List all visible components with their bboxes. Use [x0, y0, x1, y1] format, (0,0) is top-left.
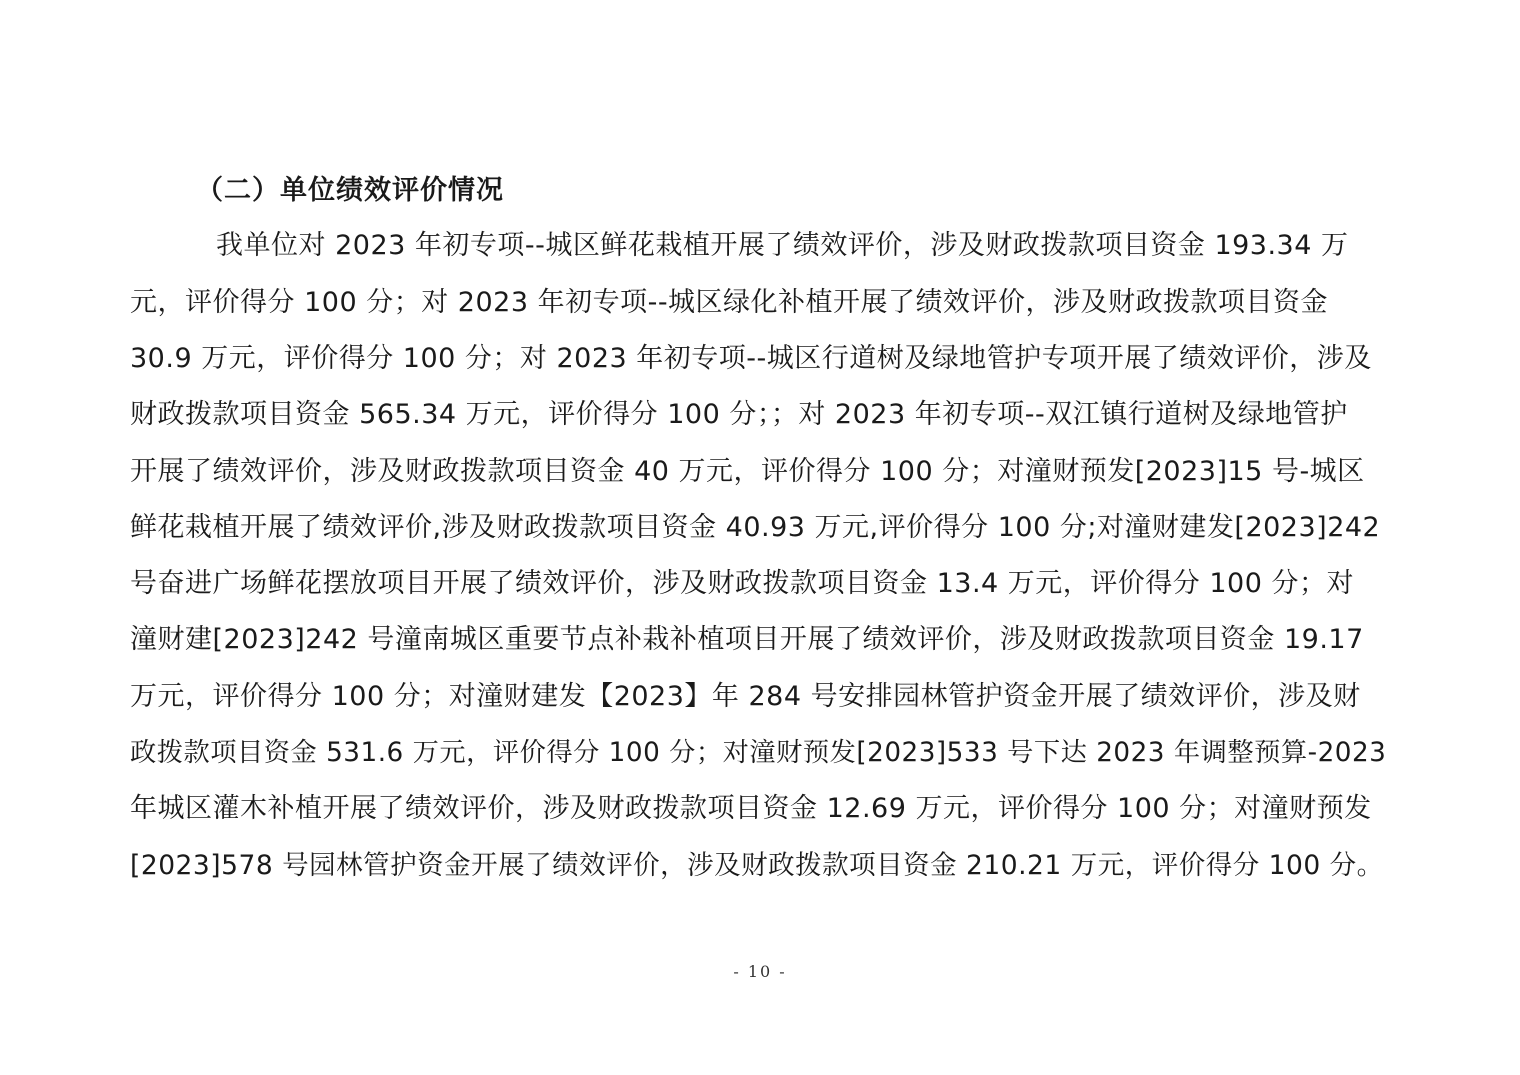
paragraph-line-10: 政拨款项目资金 531.6 万元，评价得分 100 分；对潼财预发[2023]533 号下达 2023 年调整预算-2023 — [130, 738, 1387, 768]
paragraph-line-5: 开展了绩效评价，涉及财政拨款项目资金 40 万元，评价得分 100 分；对潼财预发[2023]15 号-城区 — [130, 456, 1365, 487]
paragraph-line-7: 号奋进广场鲜花摆放项目开展了绩效评价，涉及财政拨款项目资金 13.4 万元，评价得分 100 分；对 — [130, 568, 1354, 599]
paragraph-line-3: 30.9 万元，评价得分 100 分；对 2023 年初专项--城区行道树及绿地管护专项开展了绩效评价，涉及 — [130, 343, 1372, 374]
paragraph-line-4: 财政拨款项目资金 565.34 万元，评价得分 100 分；；对 2023 年初专项--双江镇行道树及绿地管护 — [130, 399, 1348, 430]
paragraph-line-6: 鲜花栽植开展了绩效评价,涉及财政拨款项目资金 40.93 万元,评价得分 100 分;对潼财建发[2023]242 — [130, 512, 1381, 543]
paragraph-line-11: 年城区灌木补植开展了绩效评价，涉及财政拨款项目资金 12.69 万元，评价得分 100 分；对潼财预发 — [130, 793, 1372, 824]
paragraph-line-1: 我单位对 2023 年初专项--城区鲜花栽植开展了绩效评价，涉及财政拨款项目资金 193.34 万 — [216, 230, 1349, 261]
paragraph-line-12: [2023]578 号园林管护资金开展了绩效评价，涉及财政拨款项目资金 210.21 万元，评价得分 100 分。 — [130, 850, 1384, 881]
paragraph-line-8: 潼财建[2023]242 号潼南城区重要节点补栽补植项目开展了绩效评价，涉及财政拨款项目资金 19.17 — [130, 624, 1364, 655]
paragraph-line-2: 元，评价得分 100 分；对 2023 年初专项--城区绿化补植开展了绩效评价，涉及财政拨款项目资金 — [130, 287, 1329, 318]
section-heading: （二）单位绩效评价情况 — [196, 175, 504, 206]
page-number: - 10 - — [733, 962, 787, 981]
paragraph-line-9: 万元，评价得分 100 分；对潼财建发【2023】年 284 号安排园林管护资金开展了绩效评价，涉及财 — [130, 681, 1361, 712]
